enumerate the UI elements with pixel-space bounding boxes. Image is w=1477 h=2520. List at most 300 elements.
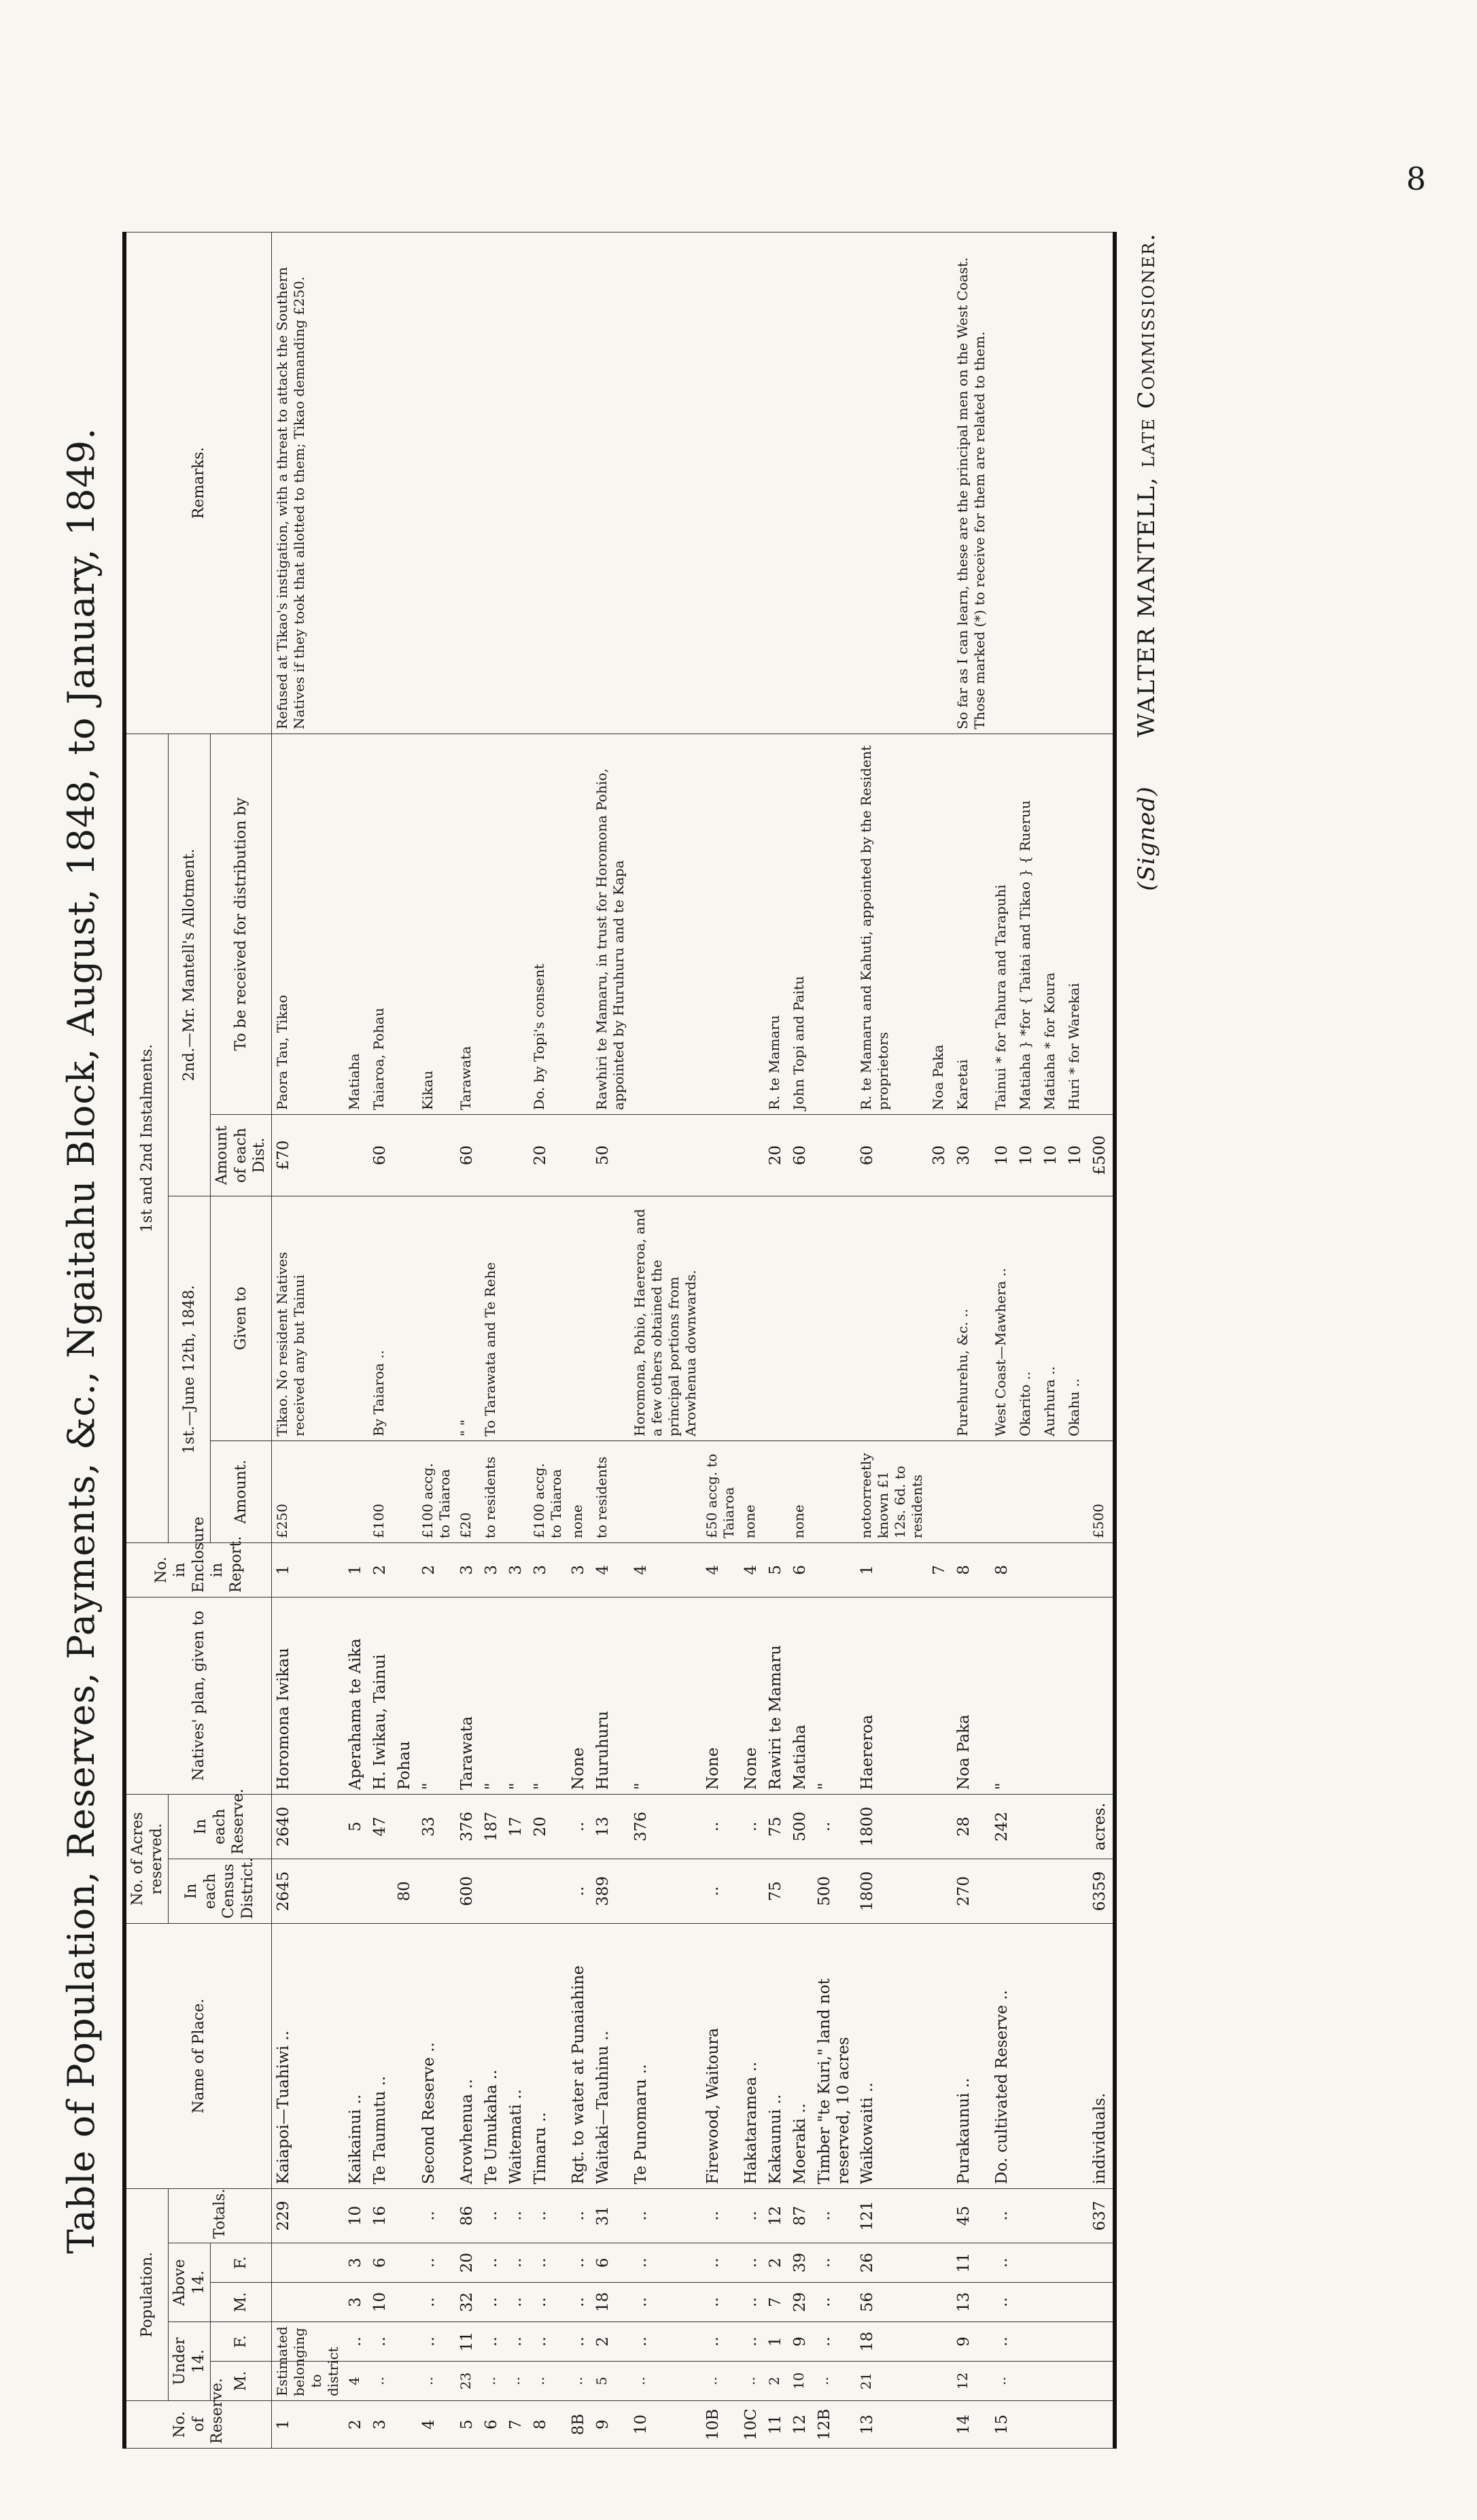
cell-af	[393, 2243, 417, 2283]
cell-encl	[393, 1542, 417, 1597]
cell-uf: 9	[788, 2322, 813, 2362]
cell-amt2: £70	[271, 1114, 344, 1196]
total-reserve: acres.	[1088, 1794, 1115, 1859]
cell-uf: 1	[764, 2322, 788, 2362]
cell-tot	[1015, 2188, 1039, 2243]
cell-plan	[928, 1597, 952, 1794]
cell-uf: ..	[368, 2322, 393, 2362]
cell-remarks	[990, 232, 1015, 733]
cell-uf	[1039, 2322, 1064, 2362]
cell-tot: 31	[591, 2188, 629, 2243]
cell-no: 8B	[567, 2401, 591, 2449]
cell-no: 4	[417, 2401, 455, 2449]
cell-remarks	[788, 232, 813, 733]
cell-af	[1039, 2243, 1064, 2283]
cell-tot: 10	[344, 2188, 368, 2243]
cell-uf: ..	[629, 2322, 701, 2362]
cell-remarks	[856, 232, 928, 733]
cell-tot: ..	[529, 2188, 567, 2243]
cell-af: 2	[764, 2243, 788, 2283]
header-under-m: M.	[211, 2362, 272, 2401]
table-row	[368, 232, 393, 2448]
cell-tot: ..	[701, 2188, 740, 2243]
cell-amount	[393, 1440, 417, 1542]
cell-af: 39	[788, 2243, 813, 2283]
cell-encl	[813, 1542, 856, 1597]
cell-census: 389	[591, 1859, 629, 1923]
cell-recv: John Topi and Paitu	[788, 733, 813, 1114]
cell-amt2: 60	[368, 1114, 393, 1196]
cell-amount	[1064, 1440, 1088, 1542]
header-amount-each-dist: Amount of each Dist.	[211, 1114, 272, 1196]
cell-uf: ..	[813, 2322, 856, 2362]
table-row	[952, 232, 990, 2448]
cell-no	[1064, 2401, 1088, 2449]
cell-um: 5	[591, 2362, 629, 2401]
cell-am: ..	[629, 2283, 701, 2322]
header-second-instalment: 2nd.—Mr. Mantell's Allotment.	[169, 733, 211, 1196]
cell-um: ..	[567, 2362, 591, 2401]
cell-recv	[740, 733, 764, 1114]
cell-um	[1039, 2362, 1064, 2401]
cell-no: 12	[788, 2401, 813, 2449]
cell-um: ..	[990, 2362, 1015, 2401]
cell-encl: 5	[764, 1542, 788, 1597]
cell-recv: Tainui * for Tahura and Tarapuhi	[990, 733, 1015, 1114]
cell-tot: ..	[629, 2188, 701, 2243]
cell-place	[1039, 1923, 1064, 2188]
cell-no	[1039, 2401, 1064, 2449]
cell-place: Rgt. to water at Punaiahine	[567, 1923, 591, 2188]
cell-tot: 12	[764, 2188, 788, 2243]
cell-am: ..	[813, 2283, 856, 2322]
cell-uf: 2	[591, 2322, 629, 2362]
cell-remarks	[928, 232, 952, 733]
cell-am	[271, 2283, 344, 2322]
header-population: Population.	[124, 2188, 169, 2400]
table-row	[480, 232, 504, 2448]
cell-plan: H. Iwikau, Tainui	[368, 1597, 393, 1794]
cell-recv	[393, 733, 417, 1114]
cell-uf	[1015, 2322, 1039, 2362]
cell-um: 21	[856, 2362, 928, 2401]
total-remarks	[1088, 232, 1115, 733]
signatory-name: WALTER MANTELL, late Commissioner.	[1133, 232, 1160, 738]
cell-amount	[990, 1440, 1015, 1542]
table-row	[928, 232, 952, 2448]
totals-row	[1088, 232, 1115, 2448]
cell-recv	[629, 733, 701, 1114]
cell-reserve	[928, 1794, 952, 1859]
cell-census: 1800	[856, 1859, 928, 1923]
cell-reserve: ..	[567, 1794, 591, 1859]
cell-am: ..	[990, 2283, 1015, 2322]
table-row	[344, 232, 368, 2448]
cell-um: ..	[529, 2362, 567, 2401]
header-no-enclosure: No. in Enclosure in Report.	[124, 1542, 271, 1597]
total-place: individuals.	[1088, 1923, 1115, 2188]
cell-plan: Pohau	[393, 1597, 417, 1794]
cell-no: 10C	[740, 2401, 764, 2449]
total-tot: 637	[1088, 2188, 1115, 2243]
cell-recv	[701, 733, 740, 1114]
cell-reserve: ..	[701, 1794, 740, 1859]
cell-af: ..	[567, 2243, 591, 2283]
cell-am: 18	[591, 2283, 629, 2322]
cell-encl: 2	[368, 1542, 393, 1597]
cell-uf: 11	[455, 2322, 480, 2362]
cell-remarks	[417, 232, 455, 733]
cell-census: ..	[567, 1859, 591, 1923]
cell-reserve: 187	[480, 1794, 504, 1859]
cell-given	[344, 1196, 368, 1440]
cell-amount	[504, 1440, 529, 1542]
header-reserve: In each Reserve.	[169, 1794, 272, 1859]
total-recv	[1088, 733, 1115, 1114]
cell-census	[629, 1859, 701, 1923]
cell-tot: ..	[417, 2188, 455, 2243]
cell-um: 4	[344, 2362, 368, 2401]
cell-recv: Tarawata	[455, 733, 480, 1114]
cell-census	[928, 1859, 952, 1923]
header-acres-reserved: No. of Acres reserved.	[124, 1794, 169, 1923]
cell-encl: 4	[701, 1542, 740, 1597]
cell-remarks	[455, 232, 480, 733]
cell-am: 32	[455, 2283, 480, 2322]
cell-amt2: 20	[529, 1114, 567, 1196]
cell-recv: Taiaroa, Pohau	[368, 733, 393, 1114]
cell-um: 10	[788, 2362, 813, 2401]
cell-af: ..	[740, 2243, 764, 2283]
cell-given	[788, 1196, 813, 1440]
cell-no: 11	[764, 2401, 788, 2449]
cell-reserve	[1064, 1794, 1088, 1859]
cell-census	[1015, 1859, 1039, 1923]
cell-plan	[1039, 1597, 1064, 1794]
cell-given	[567, 1196, 591, 1440]
cell-place: Te Punomaru ..	[629, 1923, 701, 2188]
table-row	[788, 232, 813, 2448]
cell-recv: Rawhiri te Mamaru, in trust for Horomona Pohio, appointed by Huruhuru and te Kapa	[591, 733, 629, 1114]
cell-amount	[1015, 1440, 1039, 1542]
cell-amount	[629, 1440, 701, 1542]
cell-recv	[567, 733, 591, 1114]
cell-place	[1064, 1923, 1088, 2188]
total-uf	[1088, 2322, 1115, 2362]
cell-am: ..	[701, 2283, 740, 2322]
cell-am	[1064, 2283, 1088, 2322]
cell-reserve	[1039, 1794, 1064, 1859]
cell-reserve	[1015, 1794, 1039, 1859]
cell-remarks: So far as I can learn, these are the principal men on the West Coast. Those marked (*) to receive for them are related to them.	[952, 232, 990, 733]
cell-af: ..	[504, 2243, 529, 2283]
cell-um: ..	[701, 2362, 740, 2401]
cell-amount	[813, 1440, 856, 1542]
cell-plan	[1064, 1597, 1088, 1794]
cell-encl	[1039, 1542, 1064, 1597]
total-census: 6359	[1088, 1859, 1115, 1923]
table-row	[455, 232, 480, 2448]
cell-no	[928, 2401, 952, 2449]
cell-remarks	[1039, 232, 1064, 733]
cell-amt2	[567, 1114, 591, 1196]
cell-place: Moeraki ..	[788, 1923, 813, 2188]
cell-given: Okahu ..	[1064, 1196, 1088, 1440]
cell-given	[928, 1196, 952, 1440]
cell-uf	[1064, 2322, 1088, 2362]
cell-am: 7	[764, 2283, 788, 2322]
cell-census	[480, 1859, 504, 1923]
cell-am: 29	[788, 2283, 813, 2322]
cell-place: Kaikainui ..	[344, 1923, 368, 2188]
cell-amt2: 10	[1015, 1114, 1039, 1196]
cell-um: ..	[813, 2362, 856, 2401]
cell-census	[504, 1859, 529, 1923]
cell-plan: "	[417, 1597, 455, 1794]
cell-encl: 4	[591, 1542, 629, 1597]
cell-amt2: 60	[455, 1114, 480, 1196]
cell-tot	[393, 2188, 417, 2243]
cell-encl: 8	[952, 1542, 990, 1597]
cell-census: ..	[701, 1859, 740, 1923]
cell-plan: Horomona Iwikau	[271, 1597, 344, 1794]
cell-tot: ..	[813, 2188, 856, 2243]
cell-am: 56	[856, 2283, 928, 2322]
header-first-instalment: 1st.—June 12th, 1848.	[169, 1196, 211, 1542]
cell-reserve: 500	[788, 1794, 813, 1859]
cell-given: Tikao. No resident Natives received any but Tainui	[271, 1196, 344, 1440]
cell-census	[740, 1859, 764, 1923]
header-remarks: Remarks.	[124, 232, 271, 733]
cell-given: To Tarawata and Te Rehe	[480, 1196, 504, 1440]
cell-reserve: 75	[764, 1794, 788, 1859]
cell-place: Kaiapoi—Tuahiwi ..	[271, 1923, 344, 2188]
cell-am	[393, 2283, 417, 2322]
cell-given	[417, 1196, 455, 1440]
cell-remarks	[504, 232, 529, 733]
cell-plan: Matiaha	[788, 1597, 813, 1794]
cell-uf: 9	[952, 2322, 990, 2362]
cell-am: 13	[952, 2283, 990, 2322]
cell-af: ..	[701, 2243, 740, 2283]
cell-af: 20	[455, 2243, 480, 2283]
cell-place: Hakataramea ..	[740, 1923, 764, 2188]
cell-recv: R. te Mamaru	[764, 733, 788, 1114]
cell-no: 13	[856, 2401, 928, 2449]
cell-amt2	[813, 1114, 856, 1196]
cell-given	[393, 1196, 417, 1440]
cell-af: 3	[344, 2243, 368, 2283]
header-above14: Above 14.	[169, 2243, 211, 2322]
cell-no: 5	[455, 2401, 480, 2449]
cell-census: 2645	[271, 1859, 344, 1923]
cell-census	[344, 1859, 368, 1923]
cell-um: ..	[629, 2362, 701, 2401]
cell-place: Waitaki—Tauhinu ..	[591, 1923, 629, 2188]
cell-um	[928, 2362, 952, 2401]
cell-no: 1	[271, 2401, 344, 2449]
cell-reserve: 376	[629, 1794, 701, 1859]
cell-given	[504, 1196, 529, 1440]
cell-amount: none	[567, 1440, 591, 1542]
cell-encl	[1064, 1542, 1088, 1597]
cell-given: Purehurehu, &c. ..	[952, 1196, 990, 1440]
cell-plan: "	[813, 1597, 856, 1794]
cell-place: Kakaunui ..	[764, 1923, 788, 2188]
cell-af: 11	[952, 2243, 990, 2283]
cell-given	[813, 1196, 856, 1440]
header-under14: Under 14.	[169, 2322, 211, 2401]
total-um	[1088, 2362, 1115, 2401]
cell-amount	[1039, 1440, 1064, 1542]
cell-amt2	[701, 1114, 740, 1196]
cell-census	[368, 1859, 393, 1923]
cell-amount: none	[788, 1440, 813, 1542]
cell-uf	[393, 2322, 417, 2362]
cell-af: 6	[368, 2243, 393, 2283]
cell-am	[928, 2283, 952, 2322]
cell-census: 600	[455, 1859, 480, 1923]
cell-tot: ..	[740, 2188, 764, 2243]
cell-census: 75	[764, 1859, 788, 1923]
cell-amt2: 60	[856, 1114, 928, 1196]
cell-reserve: 2640	[271, 1794, 344, 1859]
cell-um	[1064, 2362, 1088, 2401]
cell-am: ..	[417, 2283, 455, 2322]
cell-no: 14	[952, 2401, 990, 2449]
cell-af: 26	[856, 2243, 928, 2283]
cell-plan: None	[701, 1597, 740, 1794]
cell-plan: Noa Paka	[952, 1597, 990, 1794]
cell-af	[1015, 2243, 1039, 2283]
cell-recv: Matiaha * for Koura	[1039, 733, 1064, 1114]
cell-amt2: 60	[788, 1114, 813, 1196]
table-row	[764, 232, 788, 2448]
header-given-to: Given to	[211, 1196, 272, 1440]
cell-no: 9	[591, 2401, 629, 2449]
page-number: 8	[1406, 160, 1426, 197]
cell-af: ..	[480, 2243, 504, 2283]
table-row	[567, 232, 591, 2448]
cell-census	[529, 1859, 567, 1923]
cell-tot: 87	[788, 2188, 813, 2243]
cell-tot: ..	[504, 2188, 529, 2243]
cell-amount: none	[740, 1440, 764, 1542]
cell-plan: Haereroa	[856, 1597, 928, 1794]
cell-no: 3	[368, 2401, 393, 2449]
cell-af	[1064, 2243, 1088, 2283]
cell-tot: 16	[368, 2188, 393, 2243]
table-body	[271, 232, 1115, 2448]
cell-given	[591, 1196, 629, 1440]
cell-uf: ..	[529, 2322, 567, 2362]
cell-af: 6	[591, 2243, 629, 2283]
cell-amount: £100 accg. to Taiaroa	[529, 1440, 567, 1542]
cell-af: ..	[417, 2243, 455, 2283]
cell-amt2: 10	[990, 1114, 1015, 1196]
header-no-reserve: No. of Reserve.	[124, 2401, 271, 2449]
cell-no: 10B	[701, 2401, 740, 2449]
cell-reserve: 20	[529, 1794, 567, 1859]
cell-uf: ..	[990, 2322, 1015, 2362]
cell-reserve: 13	[591, 1794, 629, 1859]
cell-remarks	[629, 232, 701, 733]
cell-recv	[813, 733, 856, 1114]
cell-encl: 8	[990, 1542, 1015, 1597]
cell-um: ..	[368, 2362, 393, 2401]
cell-encl: 4	[740, 1542, 764, 1597]
cell-uf: ..	[504, 2322, 529, 2362]
cell-recv	[504, 733, 529, 1114]
table-row	[1039, 232, 1064, 2448]
cell-plan: None	[740, 1597, 764, 1794]
cell-amount: £100 accg. to Taiaroa	[417, 1440, 455, 1542]
cell-remarks	[480, 232, 504, 733]
cell-no: 6	[480, 2401, 504, 2449]
header-amount: Amount.	[211, 1440, 272, 1542]
total-encl	[1088, 1542, 1115, 1597]
cell-given	[529, 1196, 567, 1440]
cell-am: ..	[529, 2283, 567, 2322]
cell-amt2	[504, 1114, 529, 1196]
cell-encl	[1015, 1542, 1039, 1597]
cell-no	[393, 2401, 417, 2449]
cell-remarks: Refused at Tikao's instigation, with a threat to attack the Southern Natives if they took that allotted to them; Tikao demanding £250.	[271, 232, 344, 733]
cell-am: ..	[480, 2283, 504, 2322]
cell-encl: 1	[344, 1542, 368, 1597]
cell-recv: Kikau	[417, 733, 455, 1114]
table-row	[856, 232, 928, 2448]
total-af	[1088, 2243, 1115, 2283]
cell-remarks	[813, 232, 856, 733]
cell-census	[1039, 1859, 1064, 1923]
cell-place: Waitemati ..	[504, 1923, 529, 2188]
cell-recv: Karetai	[952, 733, 990, 1114]
cell-tot: 86	[455, 2188, 480, 2243]
cell-um	[1015, 2362, 1039, 2401]
cell-given	[740, 1196, 764, 1440]
table-row	[417, 232, 455, 2448]
cell-recv: Do. by Topi's consent	[529, 733, 567, 1114]
cell-remarks	[701, 232, 740, 733]
cell-plan: "	[480, 1597, 504, 1794]
total-amt2: £500	[1088, 1114, 1115, 1196]
table-row	[271, 232, 344, 2448]
cell-given	[764, 1196, 788, 1440]
cell-encl: 2	[417, 1542, 455, 1597]
cell-given: Aurhura ..	[1039, 1196, 1064, 1440]
total-given	[1088, 1196, 1115, 1440]
cell-given: " "	[455, 1196, 480, 1440]
cell-census: 270	[952, 1859, 990, 1923]
cell-encl: 7	[928, 1542, 952, 1597]
cell-remarks	[1064, 232, 1088, 733]
table-row	[504, 232, 529, 2448]
cell-remarks	[740, 232, 764, 733]
cell-amt2: 10	[1039, 1114, 1064, 1196]
cell-given	[701, 1196, 740, 1440]
cell-am: ..	[504, 2283, 529, 2322]
cell-no: 7	[504, 2401, 529, 2449]
cell-am: ..	[740, 2283, 764, 2322]
cell-um: ..	[504, 2362, 529, 2401]
cell-place: Waikowaiti ..	[856, 1923, 928, 2188]
cell-tot: ..	[567, 2188, 591, 2243]
cell-amount: £20	[455, 1440, 480, 1542]
cell-encl: 3	[455, 1542, 480, 1597]
signed-label: (Signed)	[1133, 786, 1160, 891]
reserves-table	[122, 232, 1117, 2449]
